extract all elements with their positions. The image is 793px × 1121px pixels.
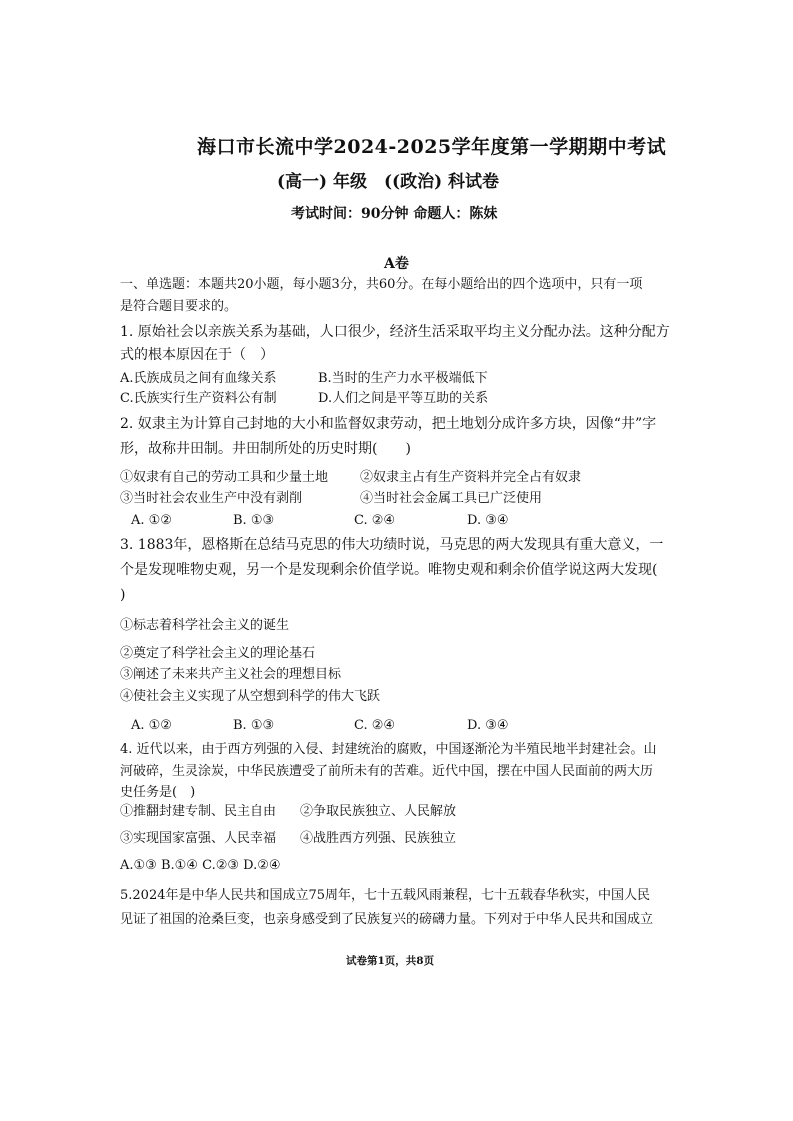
q3-stem-line3: ): [120, 587, 126, 603]
q3-item-2: ②奠定了科学社会主义的理论基石: [120, 646, 316, 661]
q3-stem-line1: 3. 1883年，恩格斯在总结马克思的伟大功绩时说，马克思的两大发现具有重大意义，一: [120, 537, 664, 553]
q3-item-1: ①标志着科学社会主义的诞生: [120, 618, 290, 633]
q1-option-d: D.人们之间是平等互助的关系: [318, 391, 489, 406]
section-intro-line1: 一、单选题：本题共20小题，每小题3分，共60分。在每小题给出的四个选项中，只有一项: [120, 277, 643, 292]
q3-option-a: A. ①②: [131, 718, 172, 733]
section-label: A卷: [384, 256, 409, 272]
q2-option-c: C. ②④: [354, 513, 396, 528]
q3-option-b: B. ①③: [233, 718, 275, 733]
exam-title: 海口市长流中学2024-2025学年度第一学期期中考试: [197, 136, 667, 158]
q2-item-3: ③当时社会农业生产中没有剥削: [120, 491, 303, 506]
q3-option-c: C. ②④: [354, 718, 396, 733]
q4-stem-line3: 史任务是( ): [120, 785, 196, 800]
section-intro-line2: 是符合题目要求的。: [120, 299, 238, 314]
q4-item-4: ④战胜西方列强、民族独立: [300, 831, 457, 846]
q4-item-1: ①推翻封建专制、民主自由: [120, 804, 277, 819]
q1-option-c: C.氏族实行生产资料公有制: [120, 391, 277, 406]
q1-stem-line2: 式的根本原因在于（ ）: [120, 347, 274, 363]
q2-stem-line2: 形，故称井田制。井田制所处的历史时期( ): [120, 441, 411, 457]
q3-item-3: ③阐述了未来共产主义社会的理想目标: [120, 667, 342, 682]
q3-stem-line2: 个是发现唯物史观，另一个是发现剩余价值学说。唯物史观和剩余价值学说这两大发现(: [120, 562, 658, 578]
q2-option-a: A. ①②: [131, 513, 172, 528]
exam-meta: 考试时间：90分钟 命题人：陈妹: [291, 206, 498, 222]
q2-option-b: B. ①③: [233, 513, 275, 528]
page-number-footer: 试卷第1页，共8页: [346, 955, 435, 967]
q3-option-d: D. ③④: [467, 718, 509, 733]
q4-stem-line1: 4. 近代以来，由于西方列强的入侵、封建统治的腐败，中国逐渐沦为半殖民地半封建社会。山: [120, 742, 657, 757]
q4-options: A.①③ B.①④ C.②③ D.②④: [120, 858, 281, 873]
q2-option-d: D. ③④: [467, 513, 509, 528]
q4-item-2: ②争取民族独立、人民解放: [300, 804, 457, 819]
q5-stem-line1: 5.2024年是中华人民共和国成立75周年，七十五载风雨兼程，七十五载春华秋实，中国人民: [120, 888, 651, 903]
q2-item-4: ④当时社会金属工具已广泛使用: [360, 491, 543, 506]
q1-option-b: B.当时的生产力水平极端低下: [318, 371, 488, 386]
q4-item-3: ③实现国家富强、人民幸福: [120, 831, 277, 846]
q2-item-2: ②奴隶主占有生产资料并完全占有奴隶: [360, 470, 582, 485]
exam-subtitle: (高一) 年级 ((政治) 科试卷: [277, 172, 500, 192]
q2-stem-line1: 2. 奴隶主为计算自己封地的大小和监督奴隶劳动，把土地划分成许多方块，因像“井”字: [120, 416, 657, 432]
q1-stem-line1: 1. 原始社会以亲族关系为基础，人口很少，经济生活采取平均主义分配办法。这种分配方: [120, 324, 670, 340]
q2-item-1: ①奴隶有自己的劳动工具和少量土地: [120, 470, 329, 485]
q3-item-4: ④使社会主义实现了从空想到科学的伟大飞跃: [120, 689, 381, 704]
q1-option-a: A.氏族成员之间有血缘关系: [120, 371, 277, 386]
q4-stem-line2: 河破碎，生灵涂炭，中华民族遭受了前所未有的苦难。近代中国，摆在中国人民面前的两大历: [120, 764, 654, 779]
q5-stem-line2: 见证了祖国的沧桑巨变，也亲身感受到了民族复兴的磅礴力量。下列对于中华人民共和国成立: [120, 912, 654, 927]
